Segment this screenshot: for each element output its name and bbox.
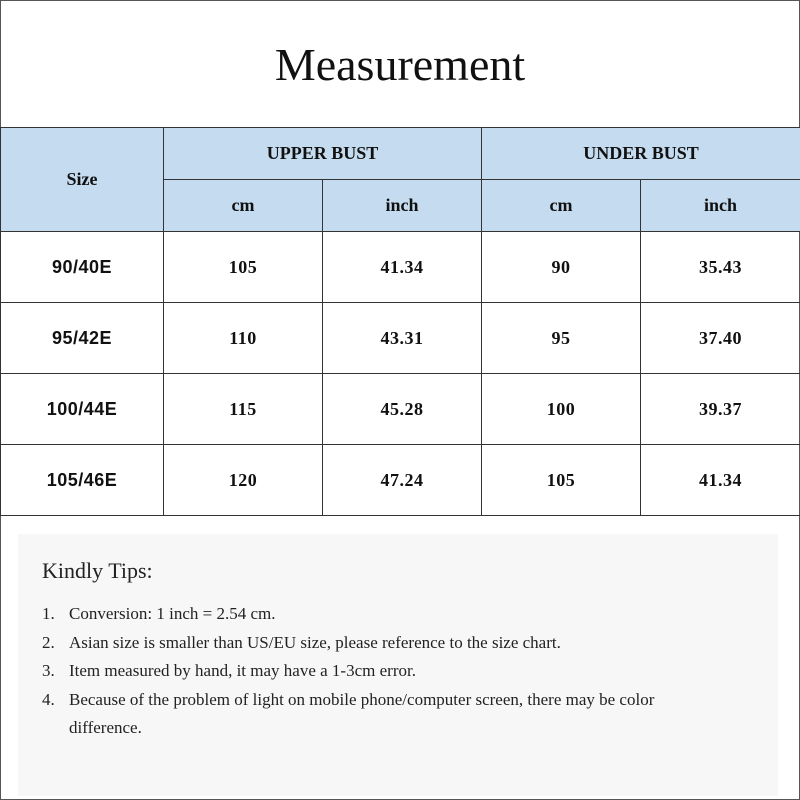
tip-number: 2. xyxy=(42,632,55,652)
tip-item xyxy=(42,629,682,658)
page-title: Measurement xyxy=(274,39,526,90)
size-cell: 100/44E xyxy=(1,374,164,445)
upper-cm-cell: 105 xyxy=(164,232,323,303)
under-inch-header: inch xyxy=(641,180,800,232)
under-inch-cell: 35.43 xyxy=(641,232,800,303)
upper-bust-header: UPPER BUST xyxy=(164,128,482,180)
under-cm-header: cm xyxy=(482,180,641,232)
upper-inch-cell: 45.28 xyxy=(323,374,482,445)
table-row xyxy=(1,303,800,374)
tip-text: Asian size is smaller than US/EU size, please reference to the size chart. xyxy=(69,632,561,652)
under-inch-cell: 37.40 xyxy=(641,303,800,374)
upper-inch-cell: 43.31 xyxy=(323,303,482,374)
tips-list xyxy=(42,600,682,743)
under-inch-cell: 41.34 xyxy=(641,445,800,516)
under-bust-header: UNDER BUST xyxy=(482,128,800,180)
upper-cm-cell: 115 xyxy=(164,374,323,445)
tips-title: Kindly Tips: xyxy=(42,558,153,583)
tips-panel xyxy=(18,534,778,796)
under-cm-cell: 100 xyxy=(482,374,641,445)
tip-number: 1. xyxy=(42,604,55,623)
upper-inch-cell: 41.34 xyxy=(323,232,482,303)
tip-item xyxy=(42,600,682,629)
table-row xyxy=(1,232,800,303)
table-row xyxy=(1,445,800,516)
tip-text: Conversion: 1 inch = 2.54 cm. xyxy=(69,604,276,623)
under-cm-cell: 95 xyxy=(482,303,641,374)
upper-cm-cell: 120 xyxy=(164,445,323,516)
size-cell: 90/40E xyxy=(1,232,164,303)
upper-inch-cell: 47.24 xyxy=(323,445,482,516)
tip-item xyxy=(42,657,682,686)
upper-cm-cell: 110 xyxy=(164,303,323,374)
tip-number: 4. xyxy=(42,689,55,709)
tip-text: Item measured by hand, it may have a 1-3cm error. xyxy=(69,661,416,680)
under-inch-cell: 39.37 xyxy=(641,374,800,445)
size-cell: 105/46E xyxy=(1,445,164,516)
size-header: Size xyxy=(1,128,164,232)
upper-inch-header: inch xyxy=(323,180,482,232)
size-cell: 95/42E xyxy=(1,303,164,374)
tip-text: Because of the problem of light on mobile phone/computer screen, there may be color difference. xyxy=(69,689,655,737)
upper-cm-header: cm xyxy=(164,180,323,232)
under-cm-cell: 105 xyxy=(482,445,641,516)
measurement-table xyxy=(0,127,800,516)
tip-number: 3. xyxy=(42,661,55,680)
under-cm-cell: 90 xyxy=(482,232,641,303)
table-row xyxy=(1,374,800,445)
tip-item xyxy=(42,686,682,743)
